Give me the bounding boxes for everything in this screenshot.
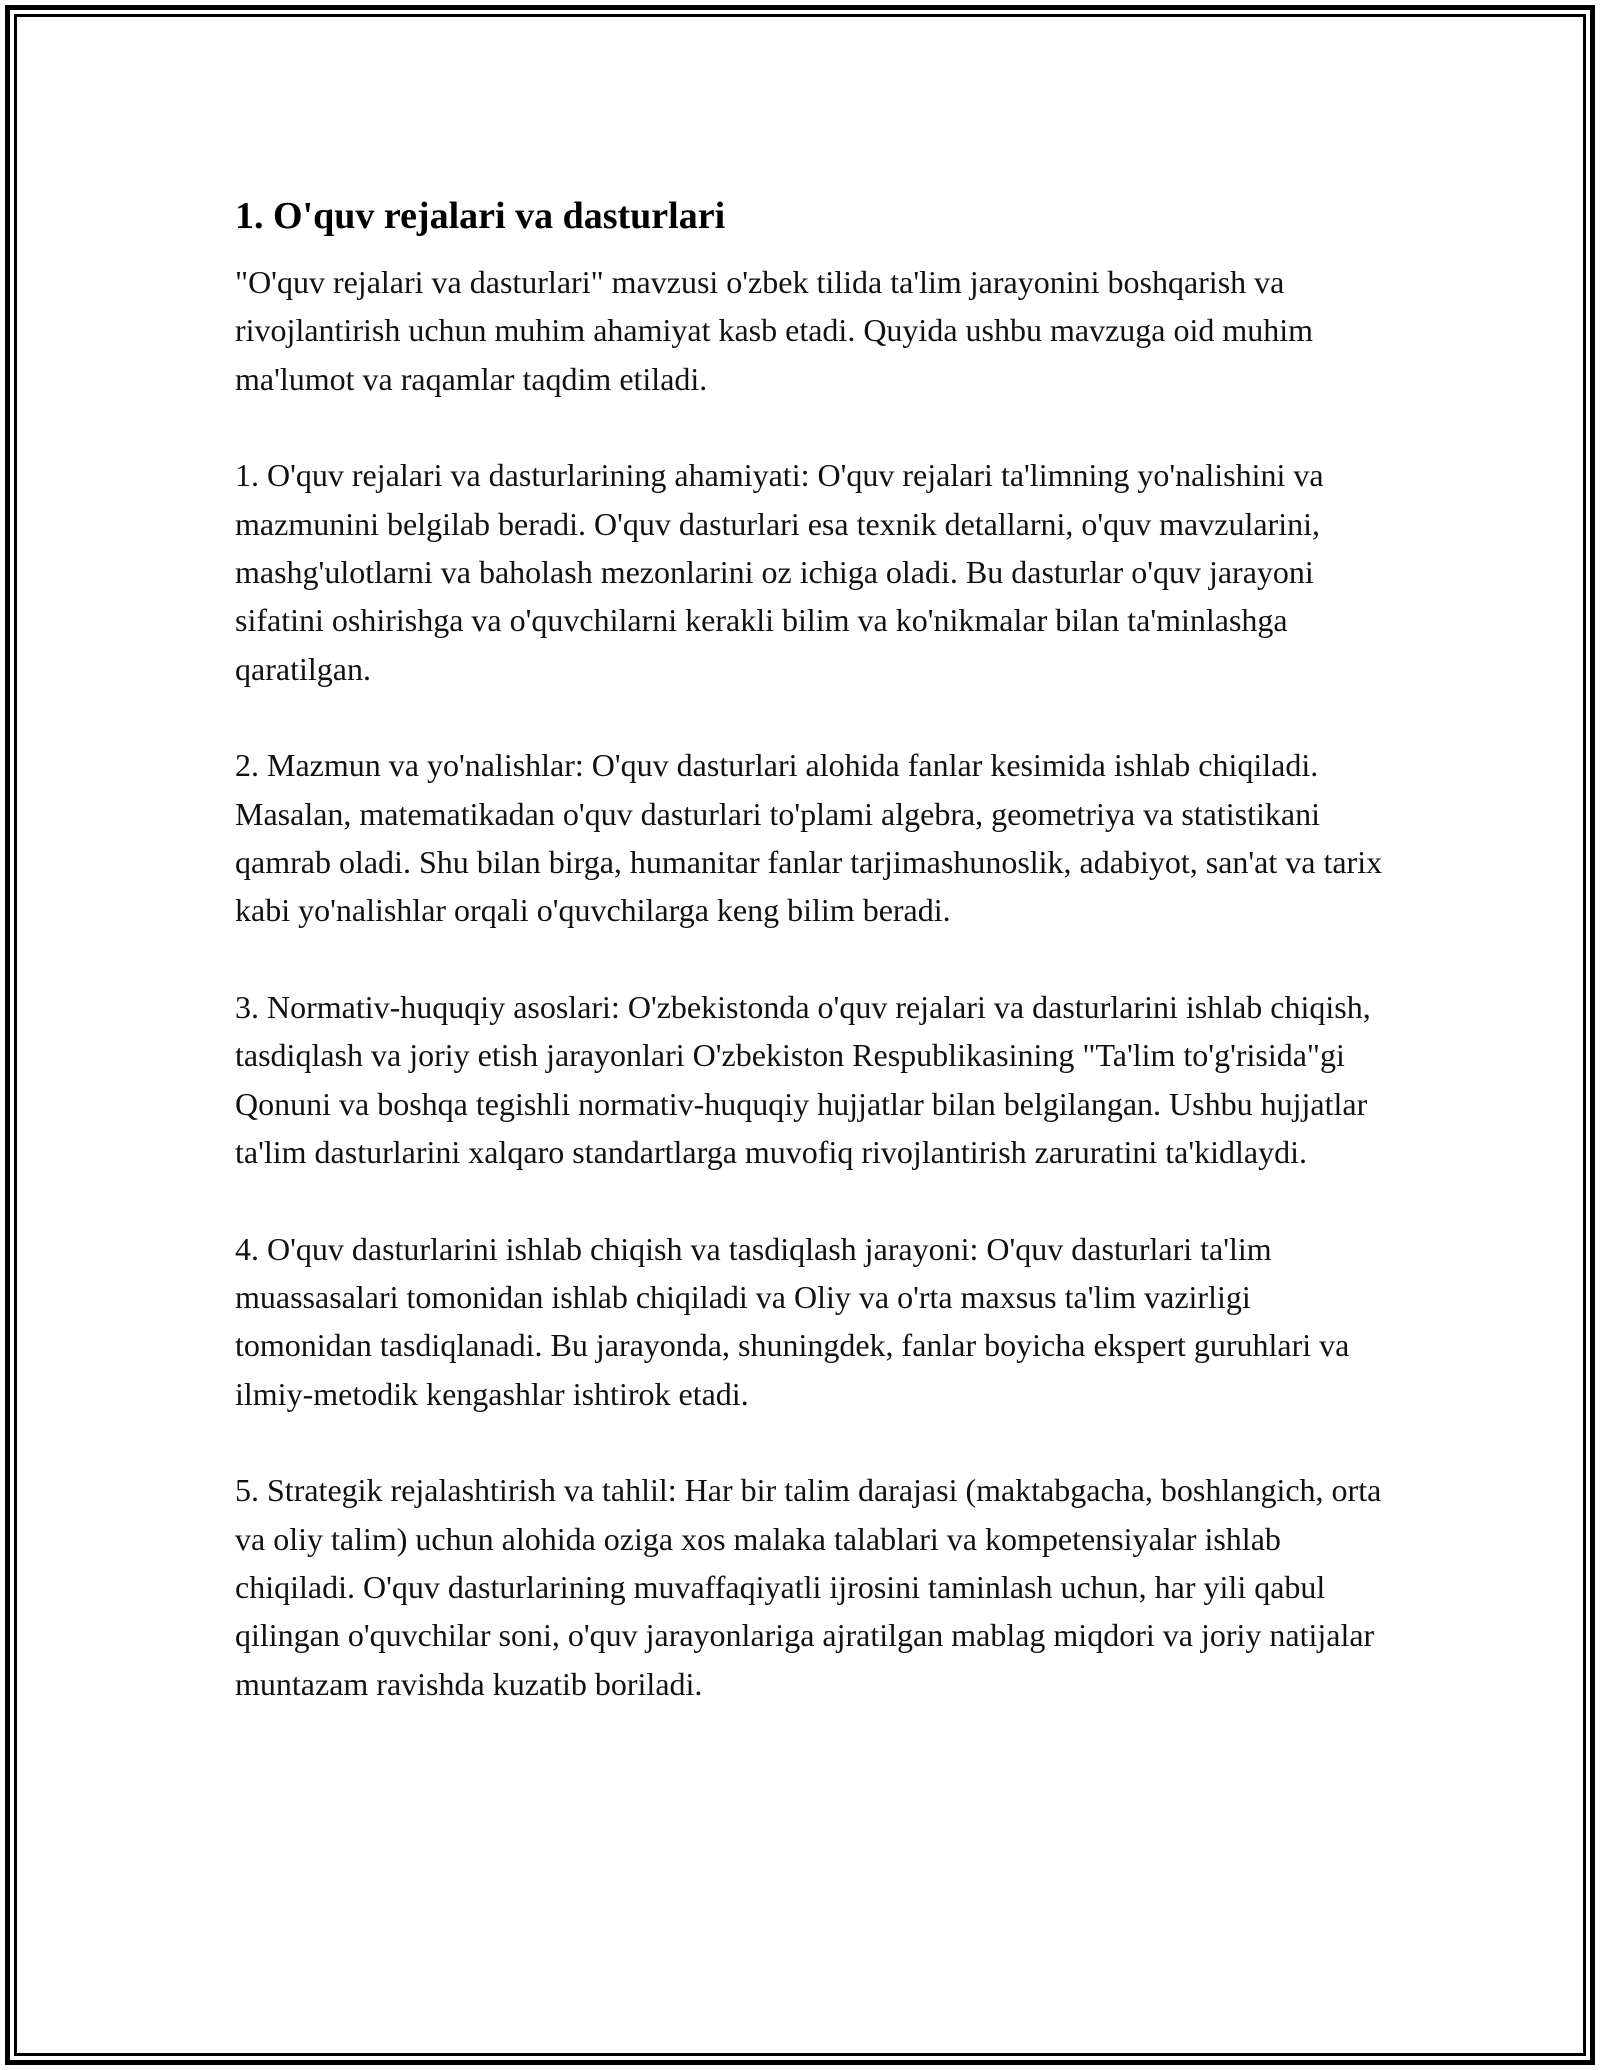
paragraph-importance: 1. O'quv rejalari va dasturlarining ahamiyati: O'quv rejalari ta'limning yo'nalishini va mazmunini belgilab beradi. O'quv dasturlari esa texnik detallarni, o'quv mavzularini, mashg'ulotlarni va baholash mezonlarini oz ichiga oladi. Bu dasturlar o'quv jarayoni sifatini oshirishga va o'quvchilarni kerakli bilim va ko'nikmalar bilan ta'minlashga qaratilgan. — [235, 457, 1324, 687]
paragraph-content-directions: 2. Mazmun va yo'nalishlar: O'quv dasturlari alohida fanlar kesimida ishlab chiqiladi. Masalan, matematikadan o'quv dasturlari to'plami algebra, geometriya va statistikani qamrab oladi. Shu bilan birga, humanitar fanlar tarjimashunoslik, adabiyot, san'at va tarix kabi yo'nalishlar orqali o'quvchilarga keng bilim beradi. — [235, 747, 1383, 929]
document-body — [235, 188, 1385, 1708]
paragraph-legal-basis: 3. Normativ-huquqiy asoslari: O'zbekistonda o'quv rejalari va dasturlarini ishlab chiqish, tasdiqlash va joriy etish jarayonlari O'zbekiston Respublikasining "Ta'lim to'g'risida"gi Qonuni va boshqa tegishli normativ-huquqiy hujjatlar bilan belgilangan. Ushbu hujjatlar ta'lim dasturlarini xalqaro standartlarga muvofiq rivojlantirish zaruratini ta'kidlaydi. — [235, 988, 1371, 1171]
section-heading: 1. O'quv rejalari va dasturlari — [235, 195, 726, 237]
paragraph-strategic-planning: 5. Strategik rejalashtirish va tahlil: Har bir talim darajasi (maktabgacha, boshlangich, orta va oliy talim) uchun alohida oziga xos malaka talablari va kompetensiyalar ishlab chiqiladi. O'quv dasturlarining muvaffaqiyatli ijrosini taminlash uchun, har yili qabul qilingan o'quvchilar soni, o'quv jarayonlariga ajratilgan mablag miqdori va joriy natijalar muntazam ravishda kuzatib boriladi. — [235, 1472, 1382, 1702]
paragraph-development-process: 4. O'quv dasturlarini ishlab chiqish va tasdiqlash jarayoni: O'quv dasturlari ta'lim muassasalari tomonidan ishlab chiqiladi va Oliy va o'rta maxsus ta'lim vazirligi tomonidan tasdiqlanadi. Bu jarayonda, shuningdek, fanlar boyicha ekspert guruhlari va ilmiy-metodik kengashlar ishtirok etadi. — [235, 1230, 1350, 1412]
intro-paragraph: "O'quv rejalari va dasturlari" mavzusi o'zbek tilida ta'lim jarayonini boshqarish va rivojlantirish uchun muhim ahamiyat kasb etadi. Quyida ushbu mavzuga oid muhim ma'lumot va raqamlar taqdim etiladi. — [235, 264, 1314, 397]
